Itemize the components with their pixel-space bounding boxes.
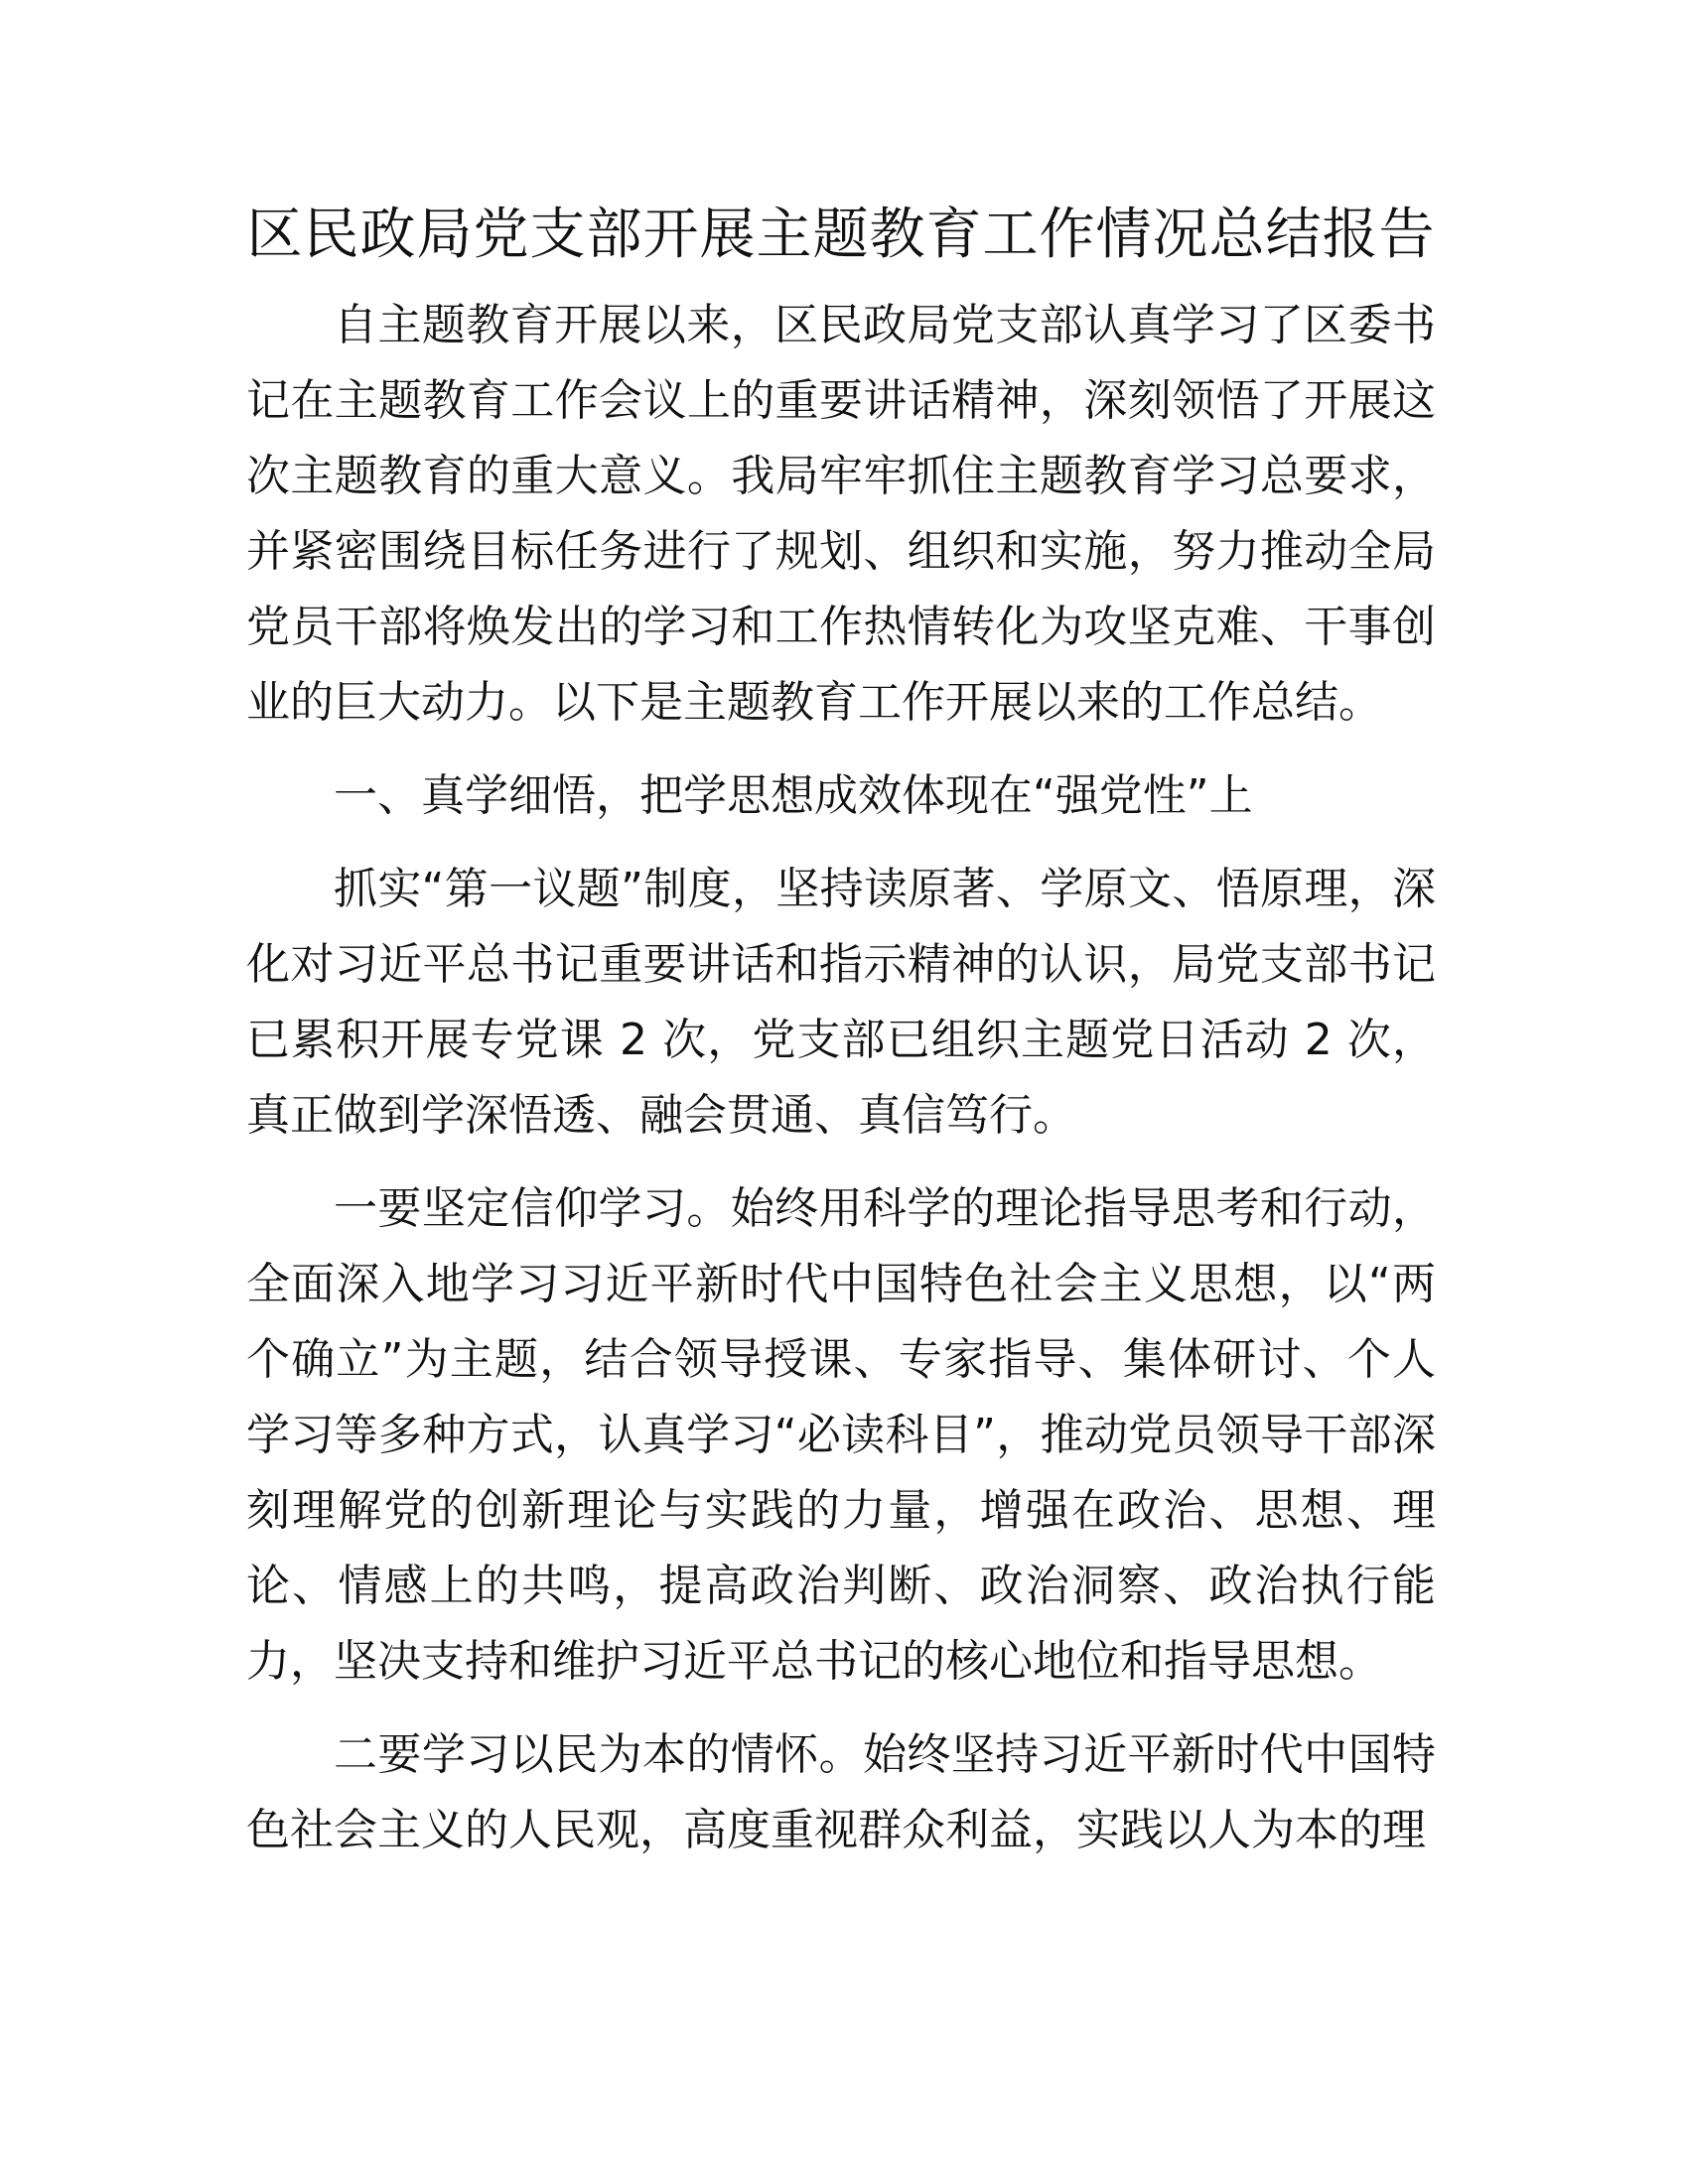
paragraph-people-centered: 二要学习以民为本的情怀。始终坚持习近平新时代中国特色社会主义的人民观，高度重视群众利益，实践以人为本的理: [246, 1729, 1436, 1855]
paragraph-faith-study: 一要坚定信仰学习。始终用科学的理论指导思考和行动，全面深入地学习习近平新时代中国特色社会主义思想，以“两个确立”为主题，结合领导授课、专家指导、集体研讨、个人学习等多种方式，认真学习“必读科目”，推动党员领导干部深刻理解党的创新理论与实践的力量，增强在政治、思想、理论、情感上的共鸣，提高政治判断、政治洞察、政治执行能力，坚决支持和维护习近平总书记的核心地位和指导思想。: [246, 1183, 1436, 1687]
paragraph-intro: 自主题教育开展以来，区民政局党支部认真学习了区委书记在主题教育工作会议上的重要讲话精神，深刻领悟了开展这次主题教育的重大意义。我局牢牢抓住主题教育学习总要求，并紧密围绕目标任务进行了规划、组织和实施，努力推动全局党员干部将焕发出的学习和工作热情转化为攻坚克难、干事创业的巨大动力。以下是主题教育工作开展以来的工作总结。: [246, 300, 1436, 728]
paragraph-first-topic: 抓实“第一议题”制度，坚持读原著、学原文、悟原理，深化对习近平总书记重要讲话和指示精神的认识，局党支部书记已累积开展专党课 2 次，党支部已组织主题党日活动 2 次，真正做到学深悟透、融会贯通、真信笃行。: [246, 864, 1436, 1141]
section-heading-1: 一、真学细悟，把学思想成效体现在“强党性”上: [334, 770, 1253, 821]
document-page: [246, 197, 1436, 1886]
document-title: 区民政局党支部开展主题教育工作情况总结报告: [246, 203, 1436, 267]
